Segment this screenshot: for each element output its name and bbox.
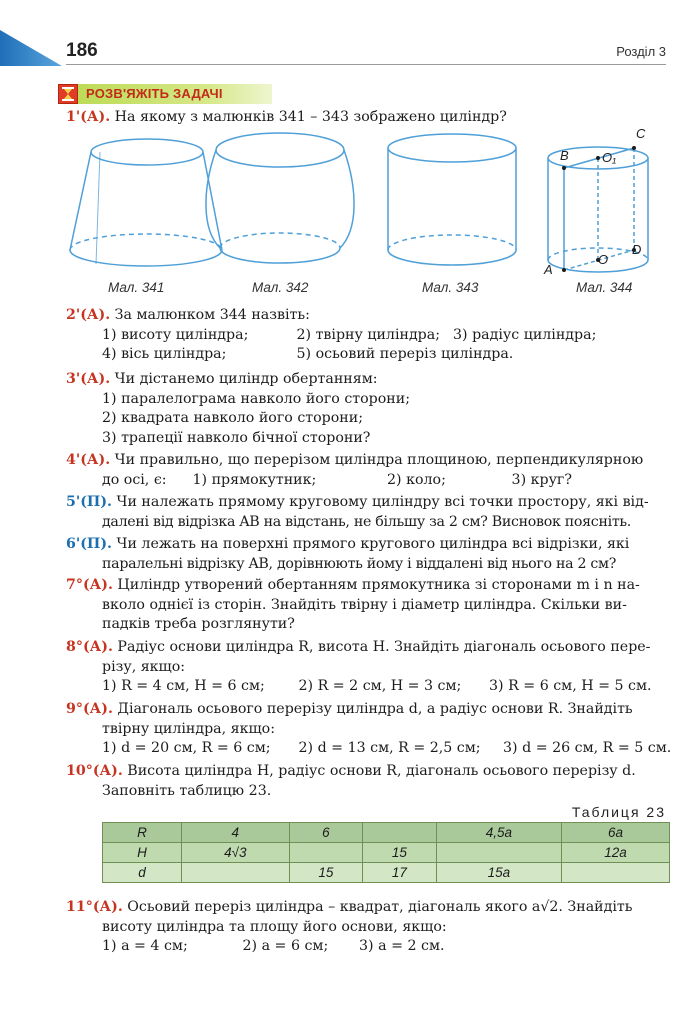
table-23 — [102, 822, 670, 883]
section-banner — [58, 84, 272, 104]
option: 1) прямокутник; — [192, 471, 317, 488]
problem-number: 8°(А). — [66, 639, 113, 655]
label-b: B — [560, 148, 569, 163]
label-o1: O₁ — [602, 150, 617, 165]
problem-7 — [66, 576, 672, 635]
option: 3) d = 26 см, R = 5 см. — [503, 740, 672, 756]
hourglass-icon — [58, 84, 78, 104]
table-cell: 12a — [561, 843, 669, 863]
problem-2 — [66, 306, 672, 365]
problem-text: Заповніть таблицю 23. — [102, 782, 272, 799]
caption-344: Мал. 344 — [576, 280, 633, 295]
problem-text: Діагональ осьового перерізу циліндра d, а радіус основи R. Знайдіть — [117, 701, 633, 717]
problem-text: падків треба розглянути? — [102, 616, 295, 632]
problem-4 — [66, 451, 672, 490]
option: 2) R = 2 см, H = 3 см; — [298, 678, 462, 694]
option: 1) a = 4 см; — [102, 938, 188, 954]
label-a: A — [544, 262, 553, 277]
table-title: Таблиця 23 — [571, 804, 666, 820]
problem-text: вколо однієї із сторін. Знайдіть твірну і діаметр циліндра. Скільки ви- — [102, 596, 627, 613]
option: 5) осьовий переріз циліндра. — [296, 346, 514, 362]
problem-text: далені від відрізка AB на відстань, не більшу за 2 см? Висновок поясніть. — [102, 513, 632, 530]
problem-text: Чи правильно, що перерізом циліндра площиною, перпендикулярною — [114, 452, 644, 468]
problem-number: 1'(А). — [66, 109, 111, 125]
caption-343: Мал. 343 — [422, 280, 479, 295]
problem-text: Чи належать прямому круговому циліндру всі точки простору, які від- — [116, 494, 649, 510]
option: 1) висоту циліндра; — [102, 326, 249, 343]
option: 3) трапеції навколо бічної сторони? — [102, 429, 371, 446]
problem-number: 9°(А). — [66, 701, 113, 717]
label-d: D — [632, 242, 642, 257]
problem-3 — [66, 370, 672, 448]
section-label: Розділ 3 — [616, 44, 666, 59]
problem-number: 7°(А). — [66, 577, 113, 593]
label-c: C — [636, 126, 646, 141]
problem-11 — [66, 898, 672, 957]
option: 1) паралелограма навколо його сторони; — [102, 390, 410, 407]
table-cell — [363, 823, 437, 843]
option: 3) R = 6 см, H = 5 см. — [489, 678, 652, 694]
problem-text: твірну циліндра, якщо: — [102, 720, 275, 737]
problem-1 — [66, 108, 672, 128]
option: 2) a = 6 см; — [242, 938, 329, 954]
problem-text: паралельні відрізку AB, дорівнюють йому і віддалені від нього на 2 см? — [102, 555, 617, 572]
problem-text: висоту циліндра та площу його основи, якщо: — [102, 918, 447, 935]
problem-8 — [66, 638, 672, 697]
problem-number: 6'(П). — [66, 536, 112, 552]
option: 3) a = 2 см. — [359, 938, 445, 954]
header-divider — [66, 64, 666, 65]
option: 2) d = 13 см, R = 2,5 см; — [298, 740, 481, 756]
figures-341-344 — [60, 126, 680, 308]
problem-9 — [66, 700, 672, 759]
table-cell: 17 — [363, 863, 437, 883]
problem-5 — [66, 493, 672, 532]
caption-342: Мал. 342 — [252, 280, 309, 295]
problem-text: За малюнком 344 назвіть: — [114, 307, 310, 323]
caption-341: Мал. 341 — [108, 280, 165, 295]
table-cell: 15 — [363, 843, 437, 863]
page-number: 186 — [66, 40, 98, 61]
table-cell: R — [103, 823, 182, 843]
problem-text: різу, якщо: — [102, 658, 186, 675]
figure-341-truncated-cone — [70, 139, 222, 266]
label-o: O — [598, 252, 609, 267]
option: 2) квадрата навколо його сторони; — [102, 410, 363, 426]
problem-number: 10°(А). — [66, 763, 123, 779]
table-cell — [561, 863, 669, 883]
table-cell — [436, 843, 561, 863]
option: 3) круг? — [511, 471, 572, 488]
option: 2) твірну циліндра; — [296, 326, 440, 343]
problem-text: На якому з малюнків 341 – 343 зображено циліндр? — [114, 109, 507, 125]
table-cell: 4 — [182, 823, 290, 843]
table-row — [103, 863, 670, 883]
problem-text: Чи дістанемо циліндр обертанням: — [114, 371, 378, 387]
problem-10 — [66, 762, 672, 801]
problem-number: 11°(А). — [66, 899, 123, 915]
table-cell: d — [103, 863, 182, 883]
table-row — [103, 823, 670, 843]
problem-number: 3'(А). — [66, 371, 111, 387]
table-cell: 4√3 — [182, 843, 290, 863]
table-cell: 6 — [289, 823, 363, 843]
header-corner-decoration — [0, 0, 700, 70]
table-cell: 6a — [561, 823, 669, 843]
problem-text: Радіус основи циліндра R, висота H. Знайдіть діагональ осьового пере- — [117, 639, 651, 655]
problem-text: Циліндр утворений обертанням прямокутника зі сторонами m і n на- — [117, 577, 640, 593]
problem-text: Чи лежать на поверхні прямого кругового циліндра всі відрізки, які — [116, 536, 630, 552]
table-cell — [182, 863, 290, 883]
problem-text: Осьовий переріз циліндра – квадрат, діагональ якого a√2. Знайдіть — [127, 899, 633, 915]
table-cell — [289, 843, 363, 863]
option: 1) d = 20 см, R = 6 см; — [102, 740, 271, 756]
table-cell: 15a — [436, 863, 561, 883]
problem-number: 4'(А). — [66, 452, 111, 468]
banner-title: РОЗВ'ЯЖІТЬ ЗАДАЧІ — [86, 86, 223, 101]
figure-342-barrel — [206, 133, 354, 263]
table-cell: 4,5a — [436, 823, 561, 843]
table-row — [103, 843, 670, 863]
table-cell: 15 — [289, 863, 363, 883]
option: 4) вісь циліндра; — [102, 346, 227, 362]
problem-number: 2'(А). — [66, 307, 111, 323]
problem-number: 5'(П). — [66, 494, 112, 510]
table-cell: H — [103, 843, 182, 863]
option: 3) радіус циліндра; — [453, 326, 597, 343]
option: 2) коло; — [387, 471, 446, 488]
figure-343-cylinder — [388, 134, 516, 265]
option: 1) R = 4 см, H = 6 см; — [102, 678, 265, 694]
problem-text: Висота циліндра H, радіус основи R, діагональ осьового перерізу d. — [127, 763, 636, 779]
problem-6 — [66, 535, 672, 574]
problem-text: до осі, є: — [102, 471, 167, 488]
